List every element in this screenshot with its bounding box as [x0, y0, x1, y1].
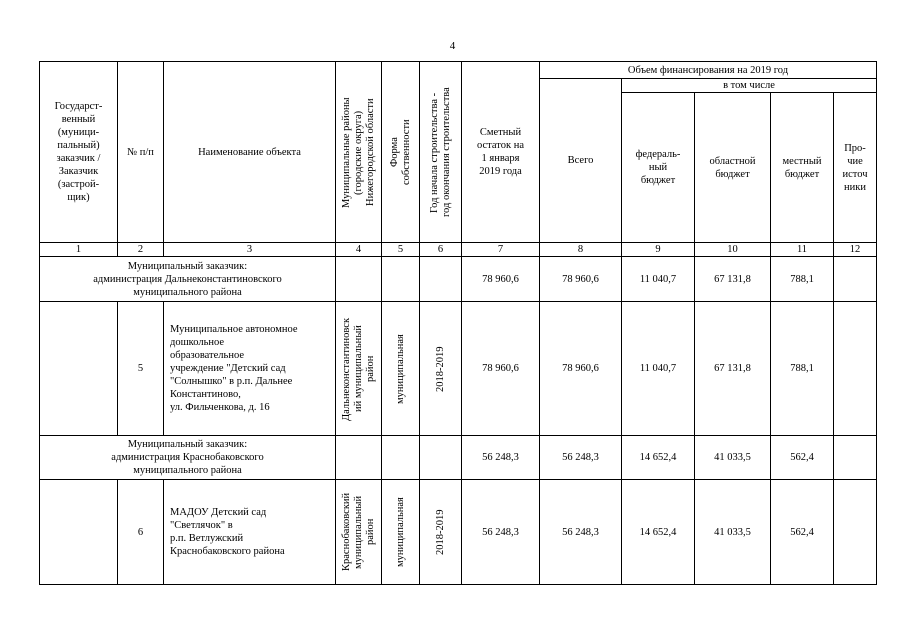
- row-local: 788,1: [771, 302, 834, 436]
- row-total: 78 960,6: [540, 302, 622, 436]
- col-num-8: 8: [540, 243, 622, 257]
- group-customer: Муниципальный заказчик: администрация Краснобаковского муниципального района: [40, 436, 336, 480]
- row-name: МАДОУ Детский сад "Светлячок" в р.п. Ветлужский Краснобаковского района: [164, 480, 336, 585]
- row-ownership: муниципальная: [394, 497, 406, 567]
- header-years: Год начала строительства - год окончания строительства: [428, 87, 452, 217]
- header-ownership: Форма собственности: [388, 119, 412, 185]
- header-name: Наименование объекта: [164, 62, 336, 243]
- col-num-9: 9: [622, 243, 695, 257]
- group-total: 78 960,6: [540, 257, 622, 302]
- row-local: 562,4: [771, 480, 834, 585]
- row-district: Дальнеконстантиновск ий муниципальный район: [340, 316, 376, 421]
- header-local: местный бюджет: [771, 93, 834, 243]
- col-num-3: 3: [164, 243, 336, 257]
- header-customer: Государст- венный (муници- пальный) заказчик / Заказчик (застрой- щик): [40, 62, 118, 243]
- col-num-7: 7: [462, 243, 540, 257]
- group-estimate: 78 960,6: [462, 257, 540, 302]
- group-row: [40, 257, 877, 302]
- page-number: 4: [449, 40, 456, 52]
- header-including: в том числе: [622, 79, 877, 93]
- header-district: Муниципальные районы (городские округа) Нижегородской области: [340, 96, 376, 208]
- header-num: № п/п: [118, 62, 164, 243]
- row-estimate: 56 248,3: [462, 480, 540, 585]
- table-row: [40, 302, 877, 436]
- col-num-10: 10: [695, 243, 771, 257]
- funding-table: [39, 61, 877, 585]
- group-estimate: 56 248,3: [462, 436, 540, 480]
- row-ownership: муниципальная: [394, 333, 406, 404]
- group-federal: 11 040,7: [622, 257, 695, 302]
- column-number-row: [40, 243, 877, 257]
- col-num-12: 12: [834, 243, 877, 257]
- group-local: 788,1: [771, 257, 834, 302]
- row-regional: 41 033,5: [695, 480, 771, 585]
- header-other: Про- чие источ ники: [834, 93, 877, 243]
- row-federal: 11 040,7: [622, 302, 695, 436]
- col-num-1: 1: [40, 243, 118, 257]
- header-regional: областной бюджет: [695, 93, 771, 243]
- row-num: 5: [118, 302, 164, 436]
- col-num-5: 5: [382, 243, 420, 257]
- row-years: 2018-2019: [434, 345, 446, 392]
- row-regional: 67 131,8: [695, 302, 771, 436]
- group-regional: 41 033,5: [695, 436, 771, 480]
- header-funding-group: Объем финансирования на 2019 год: [540, 62, 877, 79]
- row-years: 2018-2019: [434, 509, 446, 555]
- row-federal: 14 652,4: [622, 480, 695, 585]
- row-num: 6: [118, 480, 164, 585]
- col-num-4: 4: [336, 243, 382, 257]
- group-federal: 14 652,4: [622, 436, 695, 480]
- col-num-11: 11: [771, 243, 834, 257]
- header-total: Всего: [540, 79, 622, 243]
- group-local: 562,4: [771, 436, 834, 480]
- group-regional: 67 131,8: [695, 257, 771, 302]
- row-name: Муниципальное автономное дошкольное образовательное учреждение "Детский сад "Солнышко" в р.п. Дальнее Константиново, ул. Фильченкова, д. 16: [164, 302, 336, 436]
- row-estimate: 78 960,6: [462, 302, 540, 436]
- group-customer: Муниципальный заказчик: администрация Дальнеконстантиновского муниципального района: [40, 257, 336, 302]
- col-num-6: 6: [420, 243, 462, 257]
- table-row: [40, 480, 877, 585]
- row-district: Краснобаковский муниципальный район: [340, 492, 376, 572]
- col-num-2: 2: [118, 243, 164, 257]
- header-federal: федераль- ный бюджет: [622, 93, 695, 243]
- header-estimate: Сметный остаток на 1 января 2019 года: [462, 62, 540, 243]
- group-row: [40, 436, 877, 480]
- row-total: 56 248,3: [540, 480, 622, 585]
- group-total: 56 248,3: [540, 436, 622, 480]
